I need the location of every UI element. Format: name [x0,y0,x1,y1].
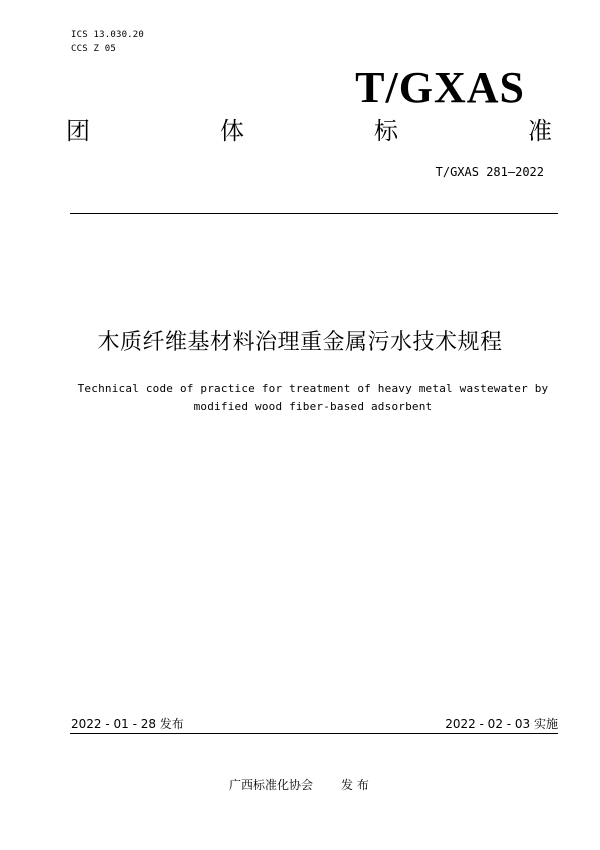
standard-type [66,114,552,148]
standard-number: T/GXAS 281—2022 [435,165,544,179]
ics-code: ICS 13.030.20 [71,30,145,40]
footer-divider [70,733,558,734]
english-title-line: modified wood fiber-based adsorbent [193,400,433,413]
issue-date: 2022 - 01 - 28 发布 [71,717,184,731]
ccs-code: CCS Z 05 [71,44,116,54]
publisher [229,777,369,793]
standard-type-char: 准 [528,117,552,145]
document-title-chinese: 木质纤维基材料治理重金属污水技术规程 [97,330,503,355]
publish-action: 发 布 [341,778,369,792]
english-title-line: Technical code of practice for treatment of heavy metal wastewater by [77,382,549,395]
organization-code-logo: T/GXAS [355,63,525,112]
standard-type-char: 体 [220,117,244,145]
standard-type-char: 标 [374,117,398,145]
implementation-date: 2022 - 02 - 03 实施 [445,717,558,731]
standard-type-char: 团 [66,117,90,145]
publisher-name: 广西标准化协会 [229,778,314,792]
document-title-english [60,380,566,416]
header-divider [70,213,558,214]
